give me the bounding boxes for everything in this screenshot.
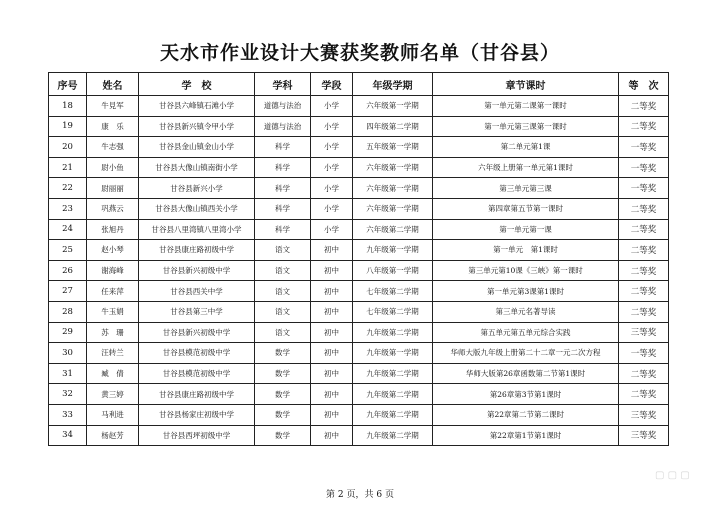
cell-name: 巩燕云 xyxy=(87,198,139,219)
cell-chapter: 第五单元第五单元综合实践 xyxy=(433,322,619,343)
cell-stage: 初中 xyxy=(311,281,353,302)
cell-school: 甘谷县西坪初级中学 xyxy=(139,425,255,446)
cell-stage: 初中 xyxy=(311,301,353,322)
cell-grade: 六年级第二学期 xyxy=(353,219,433,240)
cell-subject: 数学 xyxy=(255,363,311,384)
cell-school: 甘谷县康庄路初级中学 xyxy=(139,384,255,405)
cell-no: 23 xyxy=(49,198,87,219)
cell-chapter: 第22章第1节第1课时 xyxy=(433,425,619,446)
table-row xyxy=(49,116,669,137)
col-header-prize: 等 次 xyxy=(619,73,669,96)
cell-no: 26 xyxy=(49,260,87,281)
cell-grade: 六年级第一学期 xyxy=(353,96,433,117)
cell-school: 甘谷县六峰镇石滩小学 xyxy=(139,96,255,117)
col-header-chapter: 章节课时 xyxy=(433,73,619,96)
cell-chapter: 第二单元第1课 xyxy=(433,137,619,158)
cell-grade: 八年级第一学期 xyxy=(353,260,433,281)
table-row xyxy=(49,240,669,261)
cell-school: 甘谷县大像山镇西关小学 xyxy=(139,198,255,219)
cell-no: 30 xyxy=(49,343,87,364)
cell-grade: 九年级第二学期 xyxy=(353,384,433,405)
cell-no: 19 xyxy=(49,116,87,137)
watermark-logo: ▢ ▢ ▢ xyxy=(655,470,690,481)
cell-name: 杨赵芳 xyxy=(87,425,139,446)
table-body xyxy=(49,96,669,446)
cell-subject: 道德与法治 xyxy=(255,96,311,117)
cell-chapter: 第三单元第10课《三峡》第一课时 xyxy=(433,260,619,281)
cell-stage: 小学 xyxy=(311,178,353,199)
cell-name: 马利进 xyxy=(87,404,139,425)
cell-chapter: 华师大版九年级上册第二十二章一元二次方程 xyxy=(433,343,619,364)
cell-chapter: 第一单元第3课第1课时 xyxy=(433,281,619,302)
cell-subject: 语文 xyxy=(255,260,311,281)
cell-stage: 小学 xyxy=(311,137,353,158)
cell-school: 甘谷县康庄路初级中学 xyxy=(139,240,255,261)
cell-prize: 三等奖 xyxy=(619,322,669,343)
cell-stage: 小学 xyxy=(311,96,353,117)
cell-school: 甘谷县模范初级中学 xyxy=(139,343,255,364)
cell-chapter: 第三单元名著导读 xyxy=(433,301,619,322)
col-header-school: 学 校 xyxy=(139,73,255,96)
table-row xyxy=(49,178,669,199)
table-row xyxy=(49,219,669,240)
cell-chapter: 六年级上册第一单元第1课时 xyxy=(433,157,619,178)
cell-subject: 语文 xyxy=(255,240,311,261)
cell-subject: 语文 xyxy=(255,322,311,343)
cell-stage: 初中 xyxy=(311,384,353,405)
cell-chapter: 第一单元第一课 xyxy=(433,219,619,240)
cell-school: 甘谷县新兴小学 xyxy=(139,178,255,199)
cell-subject: 科学 xyxy=(255,157,311,178)
cell-no: 27 xyxy=(49,281,87,302)
cell-subject: 数学 xyxy=(255,404,311,425)
cell-subject: 数学 xyxy=(255,425,311,446)
cell-school: 甘谷县新兴镇令甲小学 xyxy=(139,116,255,137)
award-table xyxy=(48,72,669,446)
cell-no: 18 xyxy=(49,96,87,117)
cell-stage: 初中 xyxy=(311,322,353,343)
cell-stage: 初中 xyxy=(311,404,353,425)
cell-prize: 三等奖 xyxy=(619,425,669,446)
cell-chapter: 第22章第二节第二课时 xyxy=(433,404,619,425)
cell-chapter: 华师大版第26章函数第二节第1课时 xyxy=(433,363,619,384)
cell-prize: 一等奖 xyxy=(619,137,669,158)
cell-name: 张旭丹 xyxy=(87,219,139,240)
cell-no: 24 xyxy=(49,219,87,240)
cell-stage: 小学 xyxy=(311,219,353,240)
cell-chapter: 第一单元第二课第一课时 xyxy=(433,96,619,117)
cell-stage: 初中 xyxy=(311,363,353,384)
cell-prize: 二等奖 xyxy=(619,301,669,322)
cell-prize: 二等奖 xyxy=(619,219,669,240)
cell-subject: 语文 xyxy=(255,301,311,322)
cell-chapter: 第三单元第三课 xyxy=(433,178,619,199)
table-row xyxy=(49,425,669,446)
cell-school: 甘谷县第三中学 xyxy=(139,301,255,322)
cell-stage: 初中 xyxy=(311,343,353,364)
cell-no: 22 xyxy=(49,178,87,199)
table-row xyxy=(49,137,669,158)
cell-no: 33 xyxy=(49,404,87,425)
cell-stage: 小学 xyxy=(311,157,353,178)
cell-name: 康 乐 xyxy=(87,116,139,137)
cell-stage: 小学 xyxy=(311,116,353,137)
cell-prize: 二等奖 xyxy=(619,363,669,384)
cell-stage: 初中 xyxy=(311,240,353,261)
cell-name: 牛玉娟 xyxy=(87,301,139,322)
table-row xyxy=(49,404,669,425)
table-row xyxy=(49,363,669,384)
cell-grade: 九年级第二学期 xyxy=(353,404,433,425)
cell-prize: 二等奖 xyxy=(619,260,669,281)
cell-stage: 初中 xyxy=(311,260,353,281)
cell-name: 苏 珊 xyxy=(87,322,139,343)
cell-prize: 一等奖 xyxy=(619,343,669,364)
cell-subject: 数学 xyxy=(255,384,311,405)
cell-no: 28 xyxy=(49,301,87,322)
cell-grade: 四年级第二学期 xyxy=(353,116,433,137)
col-header-stage: 学段 xyxy=(311,73,353,96)
table-row xyxy=(49,301,669,322)
cell-chapter: 第26章第3节第1课时 xyxy=(433,384,619,405)
col-header-no: 序号 xyxy=(49,73,87,96)
cell-grade: 六年级第一学期 xyxy=(353,178,433,199)
cell-name: 尉小鱼 xyxy=(87,157,139,178)
cell-stage: 小学 xyxy=(311,198,353,219)
table-row xyxy=(49,198,669,219)
table-row xyxy=(49,260,669,281)
col-header-subject: 学科 xyxy=(255,73,311,96)
table-header-row xyxy=(49,73,669,96)
cell-grade: 九年级第二学期 xyxy=(353,425,433,446)
cell-subject: 科学 xyxy=(255,198,311,219)
cell-grade: 九年级第一学期 xyxy=(353,343,433,364)
col-header-grade: 年级学期 xyxy=(353,73,433,96)
cell-prize: 二等奖 xyxy=(619,240,669,261)
table-row xyxy=(49,281,669,302)
cell-school: 甘谷县新兴初级中学 xyxy=(139,322,255,343)
cell-name: 臧 倩 xyxy=(87,363,139,384)
cell-school: 甘谷县模范初级中学 xyxy=(139,363,255,384)
cell-prize: 二等奖 xyxy=(619,281,669,302)
cell-no: 21 xyxy=(49,157,87,178)
cell-no: 20 xyxy=(49,137,87,158)
cell-prize: 二等奖 xyxy=(619,384,669,405)
cell-name: 黄三婷 xyxy=(87,384,139,405)
cell-school: 甘谷县金山镇金山小学 xyxy=(139,137,255,158)
cell-no: 34 xyxy=(49,425,87,446)
cell-subject: 科学 xyxy=(255,137,311,158)
cell-subject: 数学 xyxy=(255,343,311,364)
cell-subject: 科学 xyxy=(255,178,311,199)
cell-grade: 六年级第一学期 xyxy=(353,198,433,219)
cell-school: 甘谷县杨家庄初级中学 xyxy=(139,404,255,425)
cell-name: 任来萍 xyxy=(87,281,139,302)
table-row xyxy=(49,343,669,364)
page-title: 天水市作业设计大赛获奖教师名单（甘谷县） xyxy=(159,42,560,64)
table-row xyxy=(49,322,669,343)
cell-grade: 七年级第二学期 xyxy=(353,281,433,302)
cell-grade: 六年级第一学期 xyxy=(353,157,433,178)
cell-subject: 科学 xyxy=(255,219,311,240)
cell-grade: 七年级第二学期 xyxy=(353,301,433,322)
cell-subject: 道德与法治 xyxy=(255,116,311,137)
cell-grade: 九年级第二学期 xyxy=(353,363,433,384)
col-header-name: 姓名 xyxy=(87,73,139,96)
cell-prize: 二等奖 xyxy=(619,116,669,137)
table-row xyxy=(49,384,669,405)
cell-no: 31 xyxy=(49,363,87,384)
table-row xyxy=(49,96,669,117)
cell-name: 牛志强 xyxy=(87,137,139,158)
cell-prize: 三等奖 xyxy=(619,404,669,425)
cell-chapter: 第四章第五节第一课时 xyxy=(433,198,619,219)
cell-school: 甘谷县新兴初级中学 xyxy=(139,260,255,281)
cell-grade: 九年级第二学期 xyxy=(353,322,433,343)
cell-chapter: 第一单元 第1课时 xyxy=(433,240,619,261)
cell-name: 谢海峰 xyxy=(87,260,139,281)
cell-chapter: 第一单元第三课第一课时 xyxy=(433,116,619,137)
cell-no: 29 xyxy=(49,322,87,343)
cell-grade: 五年级第一学期 xyxy=(353,137,433,158)
cell-prize: 一等奖 xyxy=(619,178,669,199)
cell-stage: 初中 xyxy=(311,425,353,446)
table-row xyxy=(49,157,669,178)
cell-prize: 二等奖 xyxy=(619,96,669,117)
cell-no: 32 xyxy=(49,384,87,405)
cell-name: 赵小琴 xyxy=(87,240,139,261)
cell-no: 25 xyxy=(49,240,87,261)
cell-school: 甘谷县大像山镇南街小学 xyxy=(139,157,255,178)
cell-prize: 二等奖 xyxy=(619,198,669,219)
page-number: 第 2 页，共 6 页 xyxy=(326,490,394,500)
cell-school: 甘谷县西关中学 xyxy=(139,281,255,302)
cell-subject: 语文 xyxy=(255,281,311,302)
cell-name: 牛見军 xyxy=(87,96,139,117)
cell-prize: 一等奖 xyxy=(619,157,669,178)
cell-grade: 九年级第一学期 xyxy=(353,240,433,261)
cell-name: 汪转兰 xyxy=(87,343,139,364)
cell-school: 甘谷县八里湾镇八里湾小学 xyxy=(139,219,255,240)
cell-name: 尉丽丽 xyxy=(87,178,139,199)
